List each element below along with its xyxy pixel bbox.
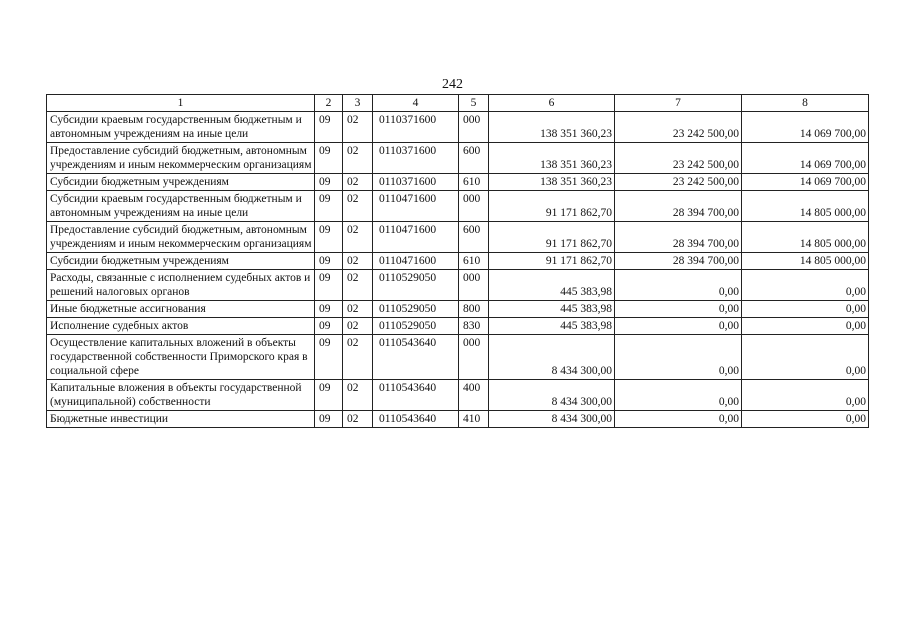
row-subsection: 02 <box>343 112 373 143</box>
row-name: Субсидии краевым государственным бюджетным и автономным учреждениям на иные цели <box>47 112 315 143</box>
row-target-article: 0110471600 <box>373 191 459 222</box>
column-header-7: 7 <box>615 95 742 112</box>
table-row <box>47 143 869 174</box>
row-target-article: 0110529050 <box>373 301 459 318</box>
row-amount-col7: 28 394 700,00 <box>615 253 742 270</box>
row-amount-col6: 91 171 862,70 <box>489 191 615 222</box>
row-amount-col7: 23 242 500,00 <box>615 112 742 143</box>
row-section: 09 <box>315 112 343 143</box>
row-target-article: 0110543640 <box>373 380 459 411</box>
row-amount-col6: 445 383,98 <box>489 301 615 318</box>
table-row <box>47 253 869 270</box>
row-amount-col8: 0,00 <box>742 318 869 335</box>
row-section: 09 <box>315 411 343 428</box>
row-expense-type: 000 <box>459 270 489 301</box>
row-amount-col7: 0,00 <box>615 411 742 428</box>
column-header-3: 3 <box>343 95 373 112</box>
row-subsection: 02 <box>343 380 373 411</box>
row-name: Бюджетные инвестиции <box>47 411 315 428</box>
row-subsection: 02 <box>343 222 373 253</box>
table-header-row <box>47 95 869 112</box>
row-amount-col7: 28 394 700,00 <box>615 222 742 253</box>
row-expense-type: 600 <box>459 222 489 253</box>
table-row <box>47 301 869 318</box>
row-target-article: 0110543640 <box>373 411 459 428</box>
table-row <box>47 380 869 411</box>
row-subsection: 02 <box>343 253 373 270</box>
row-expense-type: 400 <box>459 380 489 411</box>
row-amount-col7: 23 242 500,00 <box>615 174 742 191</box>
row-target-article: 0110529050 <box>373 270 459 301</box>
row-subsection: 02 <box>343 174 373 191</box>
row-expense-type: 800 <box>459 301 489 318</box>
row-name: Субсидии бюджетным учреждениям <box>47 174 315 191</box>
row-amount-col8: 14 805 000,00 <box>742 222 869 253</box>
column-header-6: 6 <box>489 95 615 112</box>
row-expense-type: 000 <box>459 112 489 143</box>
row-amount-col8: 14 069 700,00 <box>742 112 869 143</box>
row-section: 09 <box>315 143 343 174</box>
row-subsection: 02 <box>343 335 373 380</box>
row-section: 09 <box>315 318 343 335</box>
row-amount-col6: 138 351 360,23 <box>489 174 615 191</box>
column-header-1: 1 <box>47 95 315 112</box>
row-amount-col8: 14 069 700,00 <box>742 174 869 191</box>
row-name: Предоставление субсидий бюджетным, автономным учреждениям и иным некоммерческим организациям <box>47 222 315 253</box>
column-header-8: 8 <box>742 95 869 112</box>
row-subsection: 02 <box>343 301 373 318</box>
row-amount-col6: 445 383,98 <box>489 318 615 335</box>
row-amount-col7: 0,00 <box>615 301 742 318</box>
row-expense-type: 830 <box>459 318 489 335</box>
row-section: 09 <box>315 222 343 253</box>
row-expense-type: 600 <box>459 143 489 174</box>
row-amount-col7: 0,00 <box>615 380 742 411</box>
row-amount-col7: 0,00 <box>615 270 742 301</box>
table-row <box>47 112 869 143</box>
row-target-article: 0110529050 <box>373 318 459 335</box>
row-amount-col6: 91 171 862,70 <box>489 253 615 270</box>
row-name: Исполнение судебных актов <box>47 318 315 335</box>
row-section: 09 <box>315 380 343 411</box>
row-amount-col6: 138 351 360,23 <box>489 112 615 143</box>
row-amount-col8: 14 069 700,00 <box>742 143 869 174</box>
table-row <box>47 318 869 335</box>
row-section: 09 <box>315 335 343 380</box>
row-section: 09 <box>315 253 343 270</box>
row-name: Капитальные вложения в объекты государственной (муниципальной) собственности <box>47 380 315 411</box>
row-amount-col8: 0,00 <box>742 411 869 428</box>
row-expense-type: 000 <box>459 191 489 222</box>
row-name: Субсидии бюджетным учреждениям <box>47 253 315 270</box>
row-amount-col6: 8 434 300,00 <box>489 335 615 380</box>
row-amount-col6: 8 434 300,00 <box>489 380 615 411</box>
row-name: Субсидии краевым государственным бюджетным и автономным учреждениям на иные цели <box>47 191 315 222</box>
column-header-2: 2 <box>315 95 343 112</box>
row-expense-type: 610 <box>459 174 489 191</box>
row-amount-col8: 14 805 000,00 <box>742 253 869 270</box>
row-subsection: 02 <box>343 191 373 222</box>
budget-table <box>46 94 869 428</box>
row-name: Иные бюджетные ассигнования <box>47 301 315 318</box>
row-section: 09 <box>315 301 343 318</box>
row-amount-col6: 445 383,98 <box>489 270 615 301</box>
row-amount-col6: 91 171 862,70 <box>489 222 615 253</box>
row-target-article: 0110471600 <box>373 253 459 270</box>
row-amount-col7: 23 242 500,00 <box>615 143 742 174</box>
row-section: 09 <box>315 270 343 301</box>
column-header-5: 5 <box>459 95 489 112</box>
row-section: 09 <box>315 174 343 191</box>
table-row <box>47 191 869 222</box>
row-subsection: 02 <box>343 270 373 301</box>
row-expense-type: 610 <box>459 253 489 270</box>
row-section: 09 <box>315 191 343 222</box>
row-target-article: 0110371600 <box>373 112 459 143</box>
row-name: Осуществление капитальных вложений в объекты государственной собственности Приморского края в социальной сфере <box>47 335 315 380</box>
row-target-article: 0110471600 <box>373 222 459 253</box>
row-amount-col8: 0,00 <box>742 301 869 318</box>
row-amount-col7: 0,00 <box>615 318 742 335</box>
row-amount-col8: 14 805 000,00 <box>742 191 869 222</box>
row-name: Расходы, связанные с исполнением судебных актов и решений налоговых органов <box>47 270 315 301</box>
row-amount-col7: 28 394 700,00 <box>615 191 742 222</box>
row-target-article: 0110543640 <box>373 335 459 380</box>
table-row <box>47 222 869 253</box>
table-row <box>47 270 869 301</box>
table-row <box>47 411 869 428</box>
row-name: Предоставление субсидий бюджетным, автономным учреждениям и иным некоммерческим организациям <box>47 143 315 174</box>
row-subsection: 02 <box>343 143 373 174</box>
page-number: 242 <box>442 77 463 92</box>
row-amount-col6: 138 351 360,23 <box>489 143 615 174</box>
row-expense-type: 410 <box>459 411 489 428</box>
row-amount-col8: 0,00 <box>742 380 869 411</box>
row-target-article: 0110371600 <box>373 143 459 174</box>
row-amount-col8: 0,00 <box>742 335 869 380</box>
row-amount-col7: 0,00 <box>615 335 742 380</box>
column-header-4: 4 <box>373 95 459 112</box>
row-subsection: 02 <box>343 411 373 428</box>
table-row <box>47 335 869 380</box>
row-target-article: 0110371600 <box>373 174 459 191</box>
row-amount-col8: 0,00 <box>742 270 869 301</box>
table-row <box>47 174 869 191</box>
row-amount-col6: 8 434 300,00 <box>489 411 615 428</box>
row-subsection: 02 <box>343 318 373 335</box>
row-expense-type: 000 <box>459 335 489 380</box>
